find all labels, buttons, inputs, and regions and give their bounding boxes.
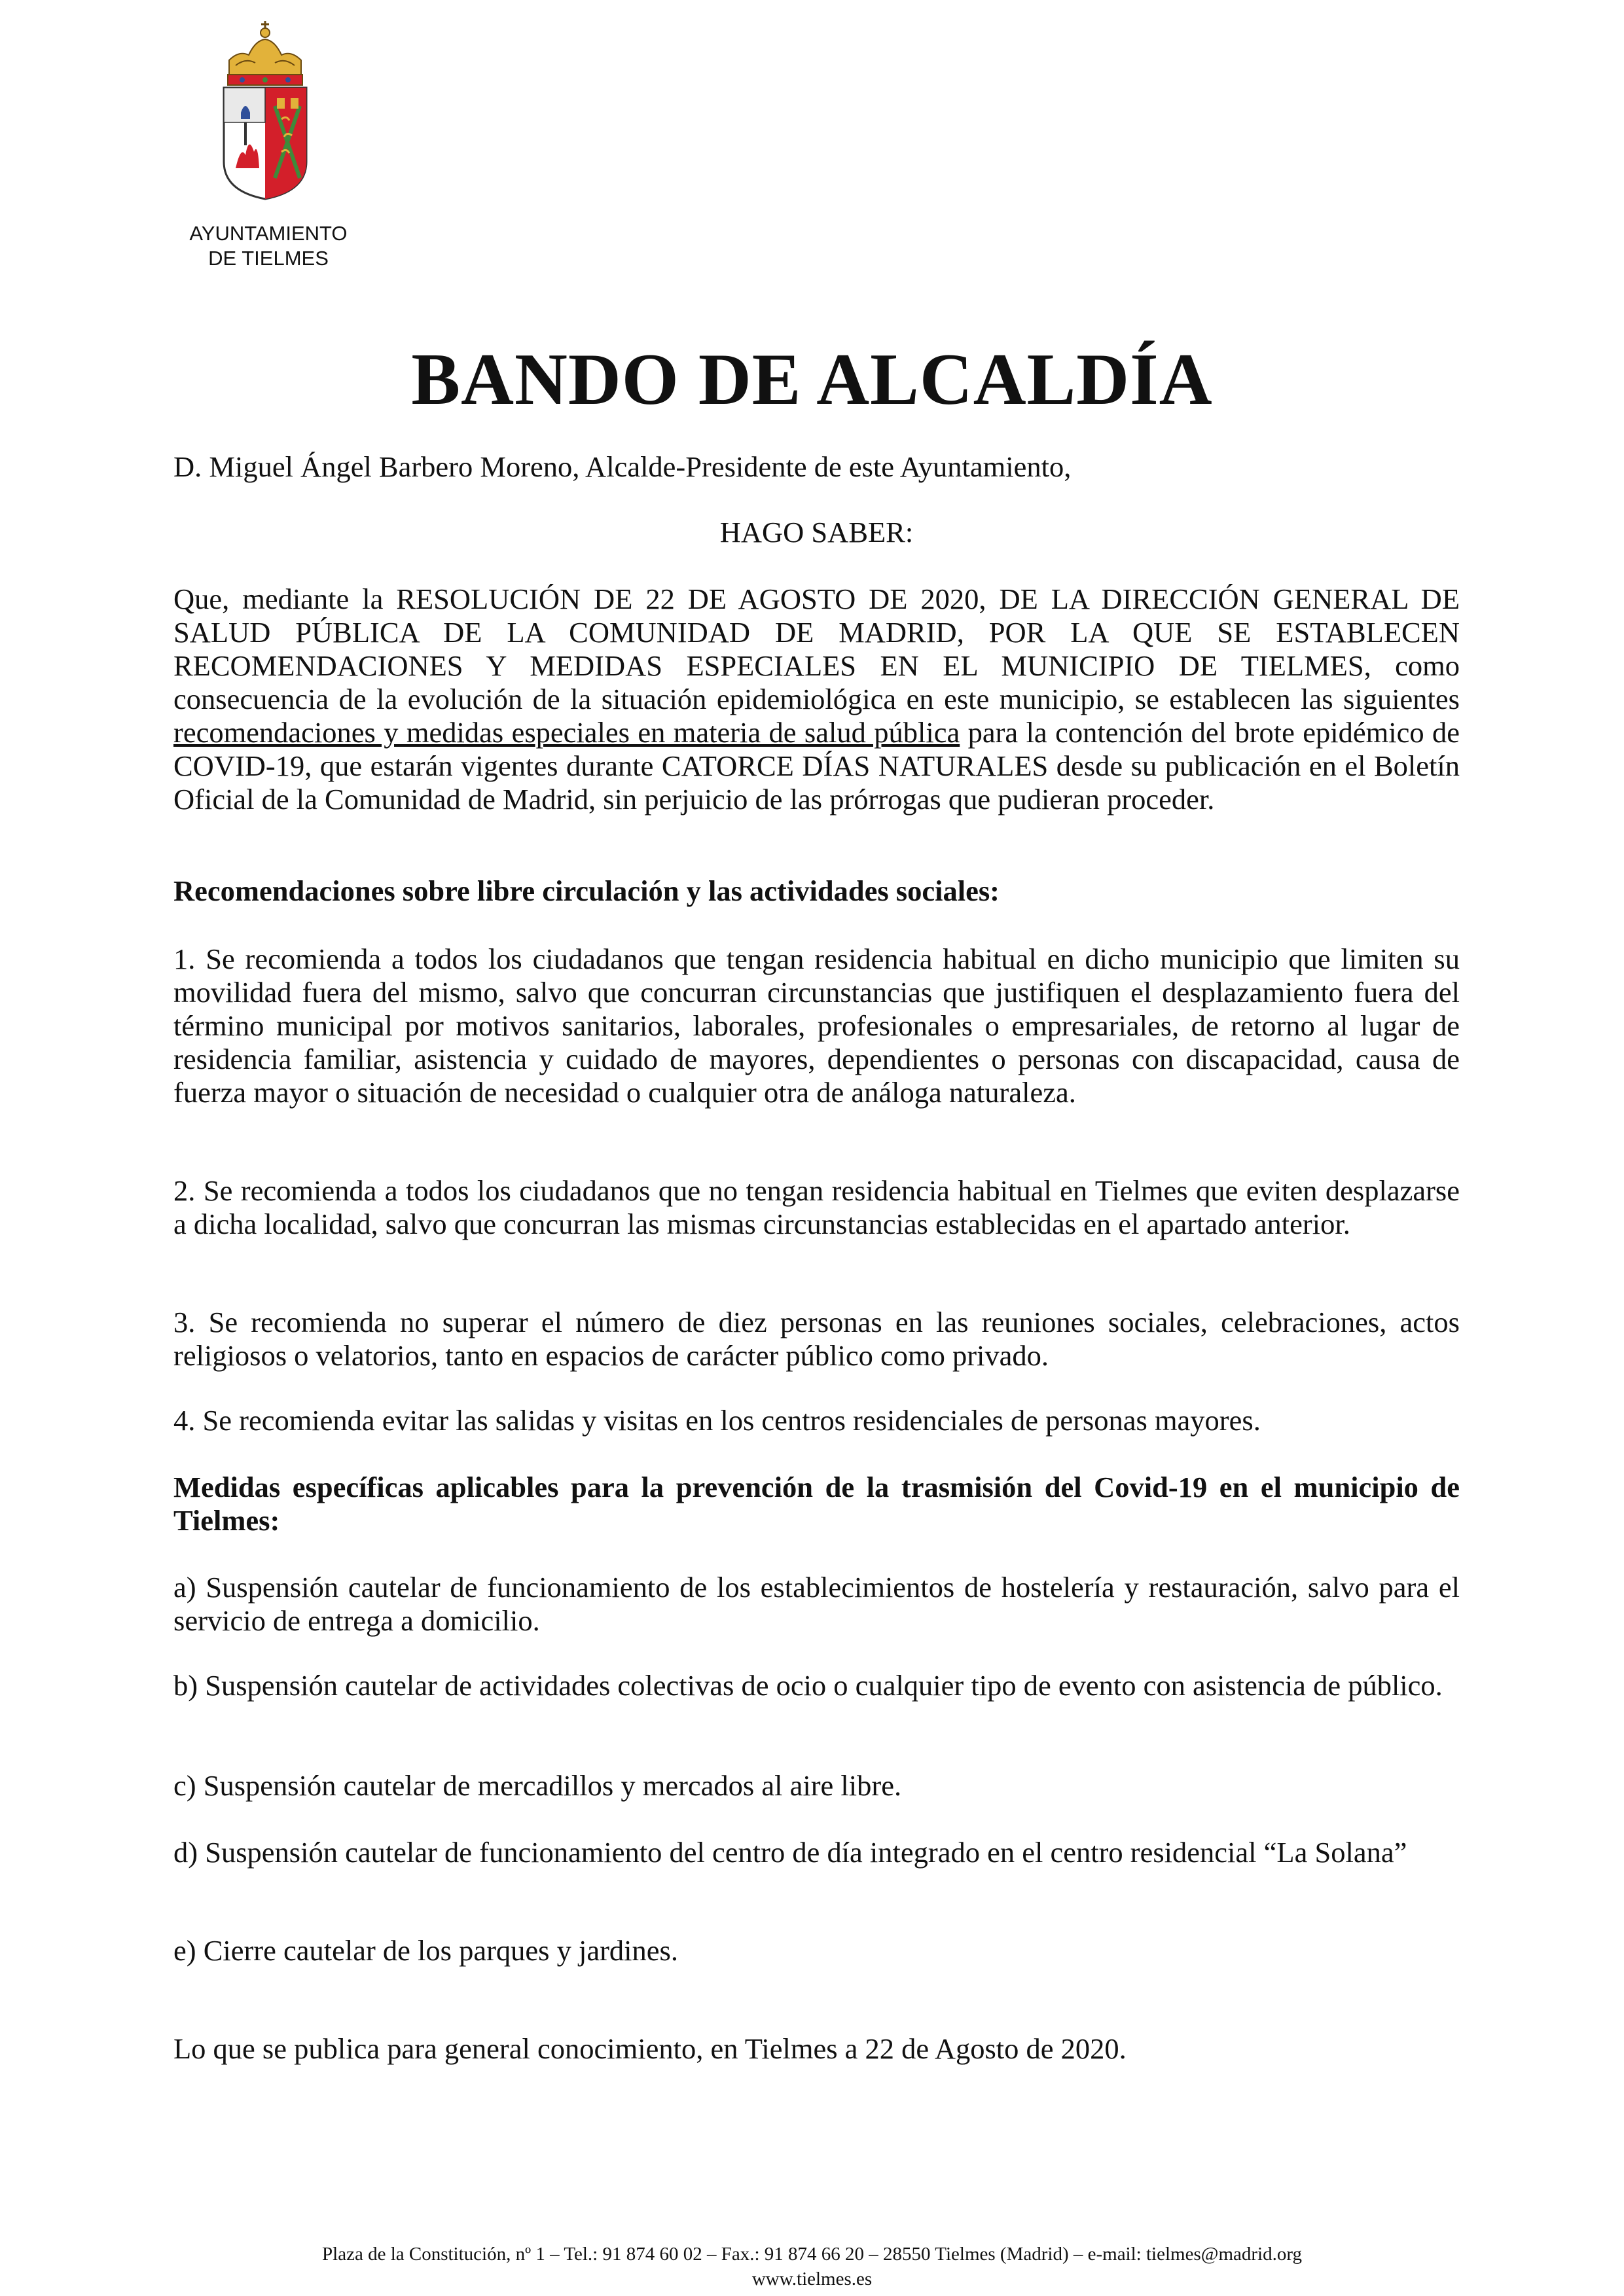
- measure-a: a) Suspensión cautelar de funcionamiento de los establecimientos de hostelería y restauración, salvo para el servicio de entrega a domicilio.: [173, 1571, 1460, 1637]
- organization-name: [144, 221, 393, 271]
- measure-e: e) Cierre cautelar de los parques y jardines.: [173, 1934, 678, 1967]
- footer-website: www.tielmes.es: [751, 2269, 873, 2289]
- recommendation-1: 1. Se recomienda a todos los ciudadanos que tengan residencia habitual en dicho municipio que limiten su movilidad fuera del mismo, salvo que concurran circunstancias que justifiquen el desplazamiento fuera del término municipal por motivos sanitarios, laborales, profesionales o empresariales, de retorno al lugar de residencia familiar, asistencia y cuidado de mayores, dependientes o personas con discapacidad, causa de fuerza mayor o situación de necesidad o cualquier otra de análoga naturaleza.: [173, 942, 1460, 1109]
- closing-line: Lo que se publica para general conocimiento, en Tielmes a 22 de Agosto de 2020.: [173, 2032, 1127, 2065]
- recommendation-3: 3. Se recomienda no superar el número de diez personas en las reuniones sociales, celebraciones, actos religiosos o velatorios, tanto en espacios de carácter público como privado.: [173, 1306, 1460, 1372]
- section2-heading: Medidas específicas aplicables para la prevención de la trasmisión del Covid-19 en el municipio de Tielmes:: [173, 1471, 1460, 1537]
- main-paragraph-part2: para la contención del brote epidémico de COVID-19, que estarán vigentes durante CATORCE DÍAS NATURALES desde su publicación en el Boletín Oficial de la Comunidad de Madrid, sin perjuicio de las prórrogas que pudieran proceder.: [173, 716, 1460, 816]
- intro-line: D. Miguel Ángel Barbero Moreno, Alcalde-Presidente de este Ayuntamiento,: [173, 450, 1072, 483]
- measure-b: b) Suspensión cautelar de actividades colectivas de ocio o cualquier tipo de evento con asistencia de público.: [173, 1669, 1443, 1702]
- measure-d: d) Suspensión cautelar de funcionamiento del centro de día integrado en el centro residencial “La Solana”: [173, 1836, 1407, 1869]
- coat-of-arms-icon: [209, 14, 321, 204]
- recommendation-2: 2. Se recomienda a todos los ciudadanos que no tengan residencia habitual en Tielmes que eviten desplazarse a dicha localidad, salvo que concurran las mismas circunstancias establecidas en el apartado anterior.: [173, 1174, 1460, 1240]
- document-title: BANDO DE ALCALDÍA: [411, 339, 1213, 420]
- hago-saber: HAGO SABER:: [719, 516, 914, 548]
- section1-heading: Recomendaciones sobre libre circulación y las actividades sociales:: [173, 874, 1000, 907]
- page-footer: [0, 2242, 1624, 2291]
- org-line-2: DE TIELMES: [208, 247, 329, 270]
- main-paragraph-underlined: recomendaciones y medidas especiales en materia de salud pública: [173, 716, 960, 749]
- measure-c: c) Suspensión cautelar de mercadillos y mercados al aire libre.: [173, 1769, 902, 1802]
- recommendation-4: 4. Se recomienda evitar las salidas y visitas en los centros residenciales de personas mayores.: [173, 1404, 1261, 1437]
- main-paragraph: [173, 583, 1460, 816]
- main-paragraph-part1: Que, mediante la RESOLUCIÓN DE 22 DE AGOSTO DE 2020, DE LA DIRECCIÓN GENERAL DE SALUD PÚBLICA DE LA COMUNIDAD DE MADRID, POR LA QUE SE ESTABLECEN RECOMENDACIONES Y MEDIDAS ESPECIALES EN EL MUNICIPIO DE TIELMES, como consecuencia de la evolución de la situación epidemiológica en este municipio, se establecen las siguientes: [173, 583, 1460, 715]
- org-line-1: AYUNTAMIENTO: [189, 222, 348, 245]
- footer-address: Plaza de la Constitución, nº 1 – Tel.: 91 874 60 02 – Fax.: 91 874 66 20 – 28550 Tielmes (Madrid) – e-mail: tielmes@madrid.org: [322, 2244, 1302, 2265]
